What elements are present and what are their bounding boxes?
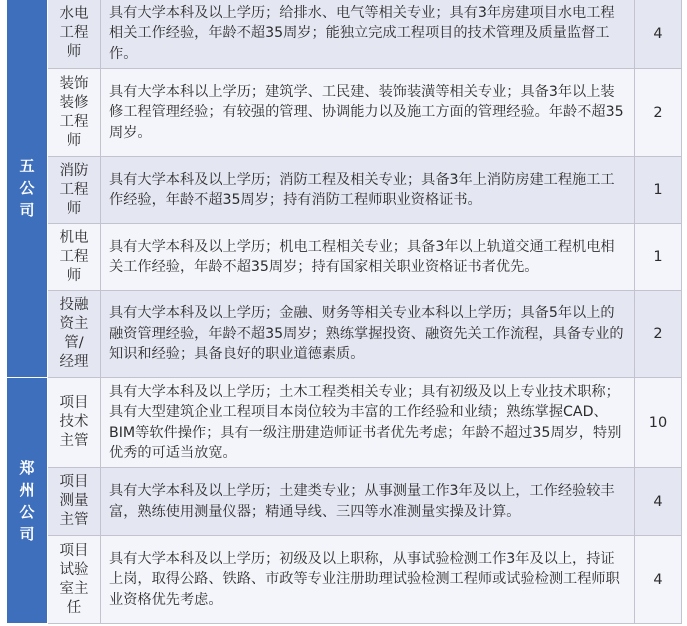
requirement-text: 具有大学本科以上学历；建筑学、工民建、装饰装潢等相关专业；具备3年以上装修工程管理经验；有较强的管理、协调能力以及施工方面的管理经验。年龄不超35周岁。 [109, 83, 624, 141]
position-title-cell [48, 69, 101, 157]
table-row [7, 0, 682, 69]
requirement-cell [101, 378, 635, 468]
requirement-text: 具有大学本科及以上学历；土木工程类相关专业；具有初级及以上专业技术职称；具有大型建筑企业工程项目本岗位较为丰富的工作经验和业绩；熟练掌握CAD、BIM等软件操作；具有一级注册建造师证书者优先考虑；年龄不超过35周岁，特别优秀的可适当放宽。 [109, 383, 622, 461]
position-title-cell [48, 157, 101, 224]
position-title: 消防工程师 [59, 162, 89, 217]
table-row [7, 468, 682, 536]
headcount: 2 [653, 326, 663, 342]
headcount: 4 [653, 571, 663, 588]
table-row [7, 157, 682, 224]
position-title-cell [48, 468, 101, 536]
table-row [7, 69, 682, 157]
headcount-cell [635, 157, 682, 224]
headcount-cell [635, 378, 682, 468]
requirement-cell [101, 157, 635, 224]
requirement-cell [101, 0, 635, 69]
headcount-cell [635, 468, 682, 536]
headcount-cell [635, 69, 682, 157]
headcount: 1 [653, 182, 663, 198]
requirement-text: 具有大学本科及以上学历；金融、财务等相关专业本科以上学历；具备5年以上的融资管理经验，年龄不超35周岁；熟练掌握投资、融资先关工作流程，具备专业的知识和经验；具备良好的职业道德素质。 [109, 305, 624, 363]
table-row [7, 291, 682, 378]
position-title-cell [48, 291, 101, 378]
headcount: 4 [653, 493, 663, 510]
headcount-cell [635, 0, 682, 69]
position-title-cell [48, 224, 101, 291]
headcount-cell [635, 224, 682, 291]
requirement-text: 具有大学本科及以上学历；消防工程及相关专业；具备3年上消防房建工程施工工作经验，年龄不超35周岁；持有消防工程师职业资格证书。 [109, 171, 615, 208]
company-name: 郑州公司 [19, 458, 35, 543]
table-row [7, 536, 682, 624]
position-title-cell [48, 0, 101, 69]
requirement-cell [101, 69, 635, 157]
position-title: 机电工程师 [59, 229, 89, 284]
position-title: 水电工程师 [59, 6, 89, 60]
requirement-cell [101, 468, 635, 536]
position-title: 项目技术主管 [59, 395, 89, 449]
position-title-cell [48, 536, 101, 624]
headcount-cell [635, 536, 682, 624]
company-name: 五公司 [19, 157, 35, 219]
position-title: 装饰装修工程师 [59, 75, 89, 149]
requirement-text: 具有大学本科及以上学历；初级及以上职称，从事试验检测工作3年及以上，持证上岗，取得公路、铁路、市政等专业注册助理试验检测工程师或试验检测工程师职业资格优先考虑。 [109, 550, 620, 608]
company-cell [7, 0, 48, 378]
headcount-cell [635, 291, 682, 378]
position-title: 项目试验室主任 [59, 542, 89, 616]
position-title: 项目测量主管 [59, 474, 89, 528]
headcount: 1 [653, 249, 663, 265]
headcount: 4 [653, 25, 663, 42]
headcount: 2 [653, 104, 663, 121]
requirement-cell [101, 536, 635, 624]
company-cell [7, 378, 48, 624]
recruitment-table [6, 0, 682, 624]
requirement-text: 具有大学本科及以上学历；机电工程相关专业；具备3年以上轨道交通工程机电相关工作经验，年龄不超35周岁；持有国家相关职业资格证书者优先。 [109, 238, 615, 275]
table-row [7, 378, 682, 468]
position-title-cell [48, 378, 101, 468]
requirement-cell [101, 291, 635, 378]
position-title: 投融资主管/经理 [59, 297, 89, 370]
requirement-text: 具有大学本科及以上学历；土建类专业；从事测量工作3年及以上，工作经验较丰富，熟练使用测量仪器；精通导线、三四等水准测量实操及计算。 [109, 483, 615, 520]
requirement-text: 具有大学本科及以上学历；给排水、电气等相关专业；具有3年房建项目水电工程相关工作经验，年龄不超35周岁；能独立完成工程项目的技术管理及质量监督工作。 [109, 4, 615, 62]
requirement-cell [101, 224, 635, 291]
table-row [7, 224, 682, 291]
headcount: 10 [648, 414, 668, 431]
